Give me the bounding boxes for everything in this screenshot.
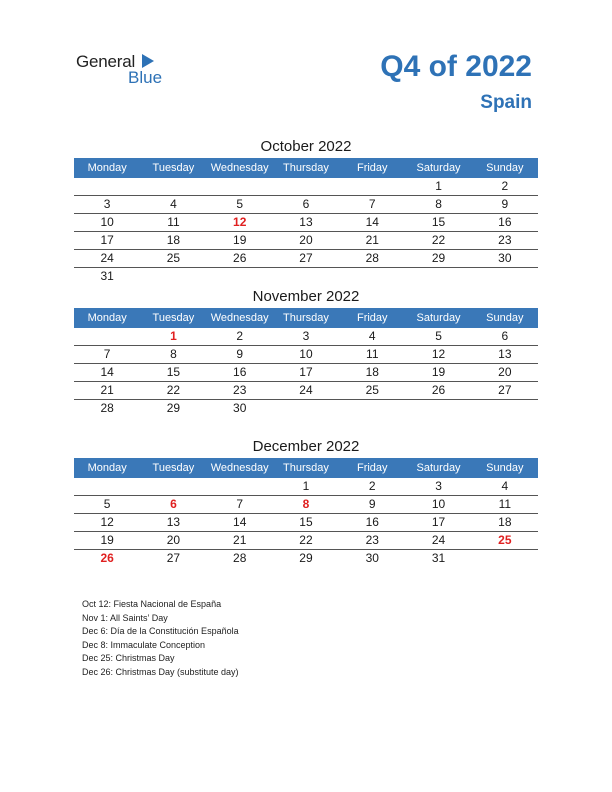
weekday-label: Monday — [87, 312, 127, 324]
day-cell: 28 — [100, 401, 114, 415]
day-cell: 11 — [498, 497, 512, 511]
weekday-label: Tuesday — [152, 462, 195, 474]
day-cell: 3 — [103, 197, 111, 211]
day-cell: 29 — [431, 251, 446, 265]
day-cell: 29 — [299, 551, 313, 565]
day-cell: 15 — [166, 365, 181, 379]
day-cell: 1 — [435, 179, 442, 193]
day-cell: 9 — [236, 347, 244, 361]
holiday-entry: Dec 26: Christmas Day (substitute day) — [82, 666, 239, 677]
empty-day-cell — [405, 268, 471, 285]
holiday-entry: Dec 6: Día de la Constitución Española — [82, 626, 239, 636]
holiday-list — [82, 598, 239, 679]
weekday-header — [74, 308, 538, 328]
month-title: December 2022 — [252, 438, 360, 455]
empty-day-cell — [339, 400, 405, 417]
week-row — [74, 496, 538, 514]
weekday-label: Thursday — [283, 312, 329, 324]
day-cell: 10 — [100, 215, 114, 229]
day-cell: 9 — [501, 197, 509, 211]
day-cell: 12 — [100, 515, 114, 529]
week-row — [74, 196, 538, 214]
week-row — [74, 550, 538, 567]
day-cell: 11 — [167, 215, 180, 229]
month-october — [74, 136, 538, 285]
day-cell: 19 — [431, 365, 446, 379]
day-cell: 18 — [365, 365, 379, 379]
day-cell: 7 — [236, 497, 244, 511]
empty-day-cell — [207, 478, 273, 495]
day-cell: 14 — [233, 515, 247, 529]
day-cell: 14 — [365, 215, 379, 229]
week-row — [74, 532, 538, 550]
day-cell: 2 — [236, 329, 244, 343]
holiday-entry: Dec 8: Immaculate Conception — [82, 639, 206, 650]
month-title: October 2022 — [260, 138, 352, 155]
week-row — [74, 364, 538, 382]
day-cell: 23 — [498, 233, 512, 247]
month-title: November 2022 — [252, 288, 360, 305]
weekday-label: Thursday — [283, 462, 329, 474]
weekday-label: Monday — [87, 162, 127, 174]
month-november — [74, 286, 538, 417]
week-row — [74, 214, 538, 232]
day-cell: 19 — [233, 233, 247, 247]
day-cell: 26 — [431, 383, 446, 397]
weekday-label: Tuesday — [152, 162, 195, 174]
week-row — [74, 346, 538, 364]
day-cell: 5 — [236, 197, 244, 211]
day-cell: 10 — [431, 497, 446, 511]
day-cell: 23 — [365, 533, 379, 547]
day-cell: 16 — [498, 215, 512, 229]
day-cell: 7 — [368, 197, 376, 211]
day-cell: 25 — [166, 251, 181, 265]
weekday-label: Wednesday — [210, 312, 269, 324]
weekday-label: Wednesday — [210, 162, 269, 174]
weekday-label: Thursday — [283, 162, 329, 174]
weekday-label: Sunday — [486, 312, 524, 324]
day-cell: 22 — [166, 383, 181, 397]
day-cell: 26 — [233, 251, 247, 265]
day-cell: 18 — [498, 515, 512, 529]
day-cell: 30 — [498, 251, 512, 265]
weekday-label: Friday — [356, 312, 388, 324]
day-cell: 13 — [299, 215, 313, 229]
empty-day-cell — [472, 400, 538, 417]
day-cell: 2 — [501, 179, 509, 193]
day-cell: 23 — [233, 383, 247, 397]
day-cell: 3 — [435, 479, 442, 493]
day-cell: 4 — [501, 479, 509, 493]
weekday-label: Sunday — [486, 162, 524, 174]
day-cell: 21 — [365, 233, 379, 247]
day-cell: 8 — [435, 197, 442, 211]
weekday-label: Sunday — [486, 462, 524, 474]
month-december — [74, 436, 538, 567]
week-row — [74, 514, 538, 532]
empty-day-cell — [140, 268, 206, 285]
day-cell: 14 — [100, 365, 114, 379]
day-cell: 20 — [498, 365, 512, 379]
weekday-label: Saturday — [416, 462, 461, 474]
empty-day-cell — [273, 268, 339, 285]
week-row — [74, 232, 538, 250]
weekday-label: Saturday — [416, 162, 461, 174]
week-row — [74, 400, 538, 417]
day-cell: 22 — [299, 533, 313, 547]
day-cell: 26 — [100, 551, 114, 565]
day-cell: 21 — [100, 383, 114, 397]
day-cell: 17 — [431, 515, 446, 529]
day-cell: 4 — [170, 197, 177, 211]
logo-text-general: General — [76, 52, 136, 71]
day-cell: 24 — [431, 533, 446, 547]
day-cell: 28 — [365, 251, 379, 265]
day-cell: 6 — [170, 497, 177, 511]
empty-day-cell — [74, 178, 140, 195]
day-cell: 1 — [302, 479, 310, 493]
day-cell: 31 — [100, 269, 114, 283]
brand-logo — [76, 52, 176, 92]
day-cell: 27 — [299, 251, 313, 265]
day-cell: 29 — [166, 401, 181, 415]
day-cell: 5 — [435, 329, 442, 343]
day-cell: 13 — [498, 347, 512, 361]
week-row — [74, 382, 538, 400]
day-cell: 24 — [100, 251, 114, 265]
empty-day-cell — [339, 178, 405, 195]
day-cell: 12 — [431, 347, 446, 361]
day-cell: 30 — [233, 401, 247, 415]
day-cell: 20 — [166, 533, 181, 547]
day-cell: 21 — [233, 533, 247, 547]
week-row — [74, 178, 538, 196]
page-title: Q4 of 2022 — [380, 50, 532, 83]
day-cell: 9 — [368, 497, 376, 511]
weekday-label: Friday — [356, 462, 388, 474]
week-row — [74, 268, 538, 285]
holiday-entry: Oct 12: Fiesta Nacional de España — [82, 599, 222, 609]
empty-day-cell — [472, 550, 538, 567]
day-cell: 13 — [166, 515, 181, 529]
weekday-header — [74, 458, 538, 478]
empty-day-cell — [273, 178, 339, 195]
weekday-header — [74, 158, 538, 178]
empty-day-cell — [405, 400, 471, 417]
day-cell: 3 — [302, 329, 310, 343]
empty-day-cell — [207, 268, 273, 285]
weekday-label: Friday — [356, 162, 388, 174]
weekday-label: Tuesday — [152, 312, 195, 324]
country-name: Spain — [480, 92, 532, 113]
day-cell: 25 — [498, 533, 512, 547]
day-cell: 15 — [299, 515, 313, 529]
empty-day-cell — [207, 178, 273, 195]
empty-day-cell — [74, 478, 140, 495]
day-cell: 6 — [302, 197, 310, 211]
day-cell: 7 — [103, 347, 111, 361]
day-cell: 19 — [100, 533, 114, 547]
day-cell: 8 — [170, 347, 177, 361]
day-cell: 25 — [365, 383, 379, 397]
holiday-entry: Dec 25: Christmas Day — [82, 653, 175, 663]
day-cell: 2 — [368, 479, 376, 493]
day-cell: 31 — [431, 551, 446, 565]
day-cell: 8 — [302, 497, 310, 511]
empty-day-cell — [74, 328, 140, 345]
empty-day-cell — [472, 268, 538, 285]
day-cell: 20 — [299, 233, 313, 247]
day-cell: 28 — [233, 551, 247, 565]
logo-text-blue: Blue — [128, 68, 163, 87]
holiday-entry: Nov 1: All Saints’ Day — [82, 612, 168, 623]
day-cell: 12 — [233, 215, 247, 229]
day-cell: 27 — [498, 383, 512, 397]
empty-day-cell — [339, 268, 405, 285]
day-cell: 11 — [366, 347, 379, 361]
day-cell: 18 — [166, 233, 181, 247]
weekday-label: Saturday — [416, 312, 461, 324]
day-cell: 15 — [431, 215, 446, 229]
day-cell: 17 — [299, 365, 313, 379]
day-cell: 17 — [100, 233, 114, 247]
day-cell: 24 — [299, 383, 313, 397]
weekday-label: Monday — [87, 462, 127, 474]
empty-day-cell — [273, 400, 339, 417]
day-cell: 16 — [365, 515, 379, 529]
day-cell: 5 — [103, 497, 111, 511]
day-cell: 30 — [365, 551, 379, 565]
empty-day-cell — [140, 478, 206, 495]
day-cell: 6 — [501, 329, 509, 343]
week-row — [74, 328, 538, 346]
day-cell: 27 — [166, 551, 181, 565]
day-cell: 22 — [431, 233, 446, 247]
day-cell: 16 — [233, 365, 247, 379]
week-row — [74, 250, 538, 268]
weekday-label: Wednesday — [210, 462, 269, 474]
week-row — [74, 478, 538, 496]
day-cell: 4 — [368, 329, 376, 343]
logo-triangle-icon — [142, 54, 154, 68]
day-cell: 10 — [299, 347, 313, 361]
day-cell: 1 — [170, 329, 177, 343]
empty-day-cell — [140, 178, 206, 195]
